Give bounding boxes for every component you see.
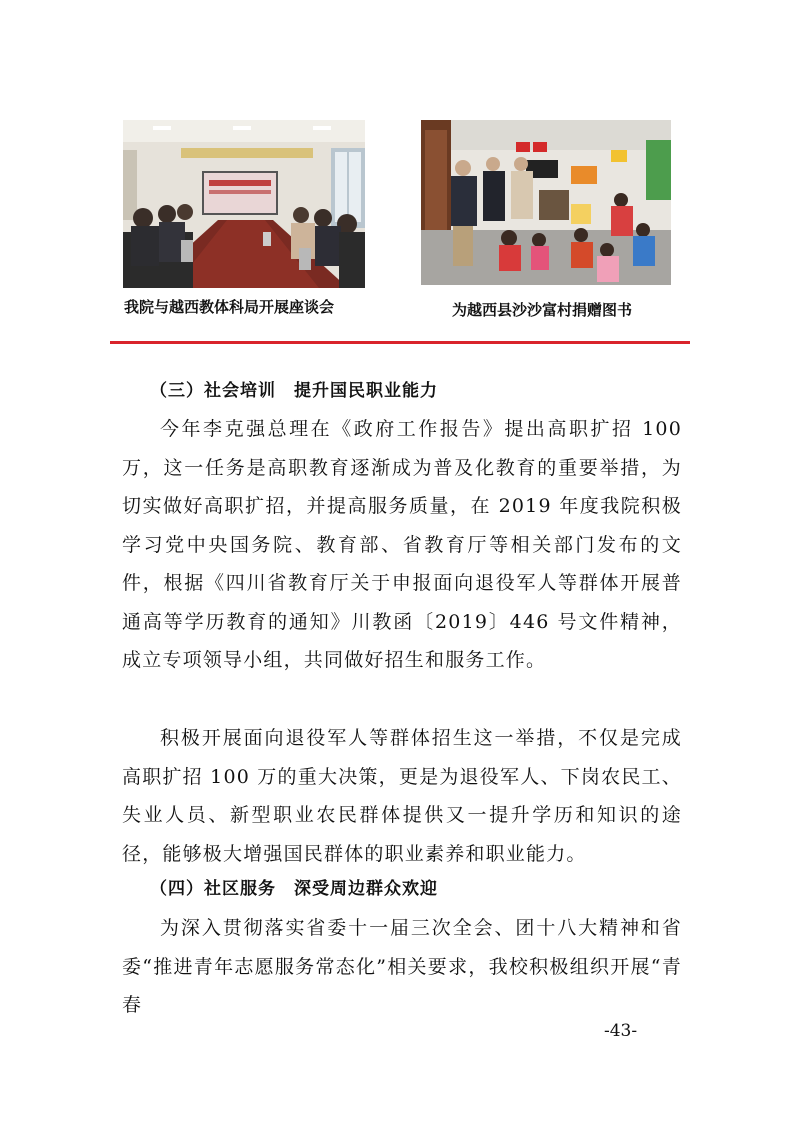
- section3-heading: （三）社会培训 提升国民职业能力: [150, 381, 438, 401]
- section4-paragraph-1: 为深入贯彻落实省委十一届三次全会、团十八大精神和省委“推进青年志愿服务常态化”相关要求，我校积极组织开展“青春: [122, 917, 682, 1016]
- meeting-photo: [123, 120, 365, 288]
- page-number: -43-: [604, 1021, 638, 1041]
- red-divider: [110, 341, 690, 344]
- right-photo-caption: 为越西县沙沙富村捐赠图书: [452, 301, 633, 319]
- section3-paragraph-1: 今年李克强总理在《政府工作报告》提出高职扩招 100 万，这一任务是高职教育逐渐成为普及化教育的重要举措，为切实做好高职扩招，并提高服务质量，在 2019 年度我院积极学习党中央国务院、教育部、省教育厅等相关部门发布的文件，根据《四川省教育厅关于申报面向退役军人等群体开展普通高等学历教育的通知》川教函〔2019〕446 号文件精神，成立专项领导小组，共同做好招生和服务工作。: [122, 418, 682, 671]
- donation-photo: [421, 120, 671, 285]
- section3-paragraph-2: 积极开展面向退役军人等群体招生这一举措，不仅是完成高职扩招 100 万的重大决策，更是为退役军人、下岗农民工、失业人员、新型职业农民群体提供又一提升学历和知识的途径，能够极大增强国民群体的职业素养和职业能力。: [122, 727, 682, 865]
- section4-heading: （四）社区服务 深受周边群众欢迎: [150, 879, 438, 899]
- left-photo-caption: 我院与越西教体科局开展座谈会: [124, 298, 335, 316]
